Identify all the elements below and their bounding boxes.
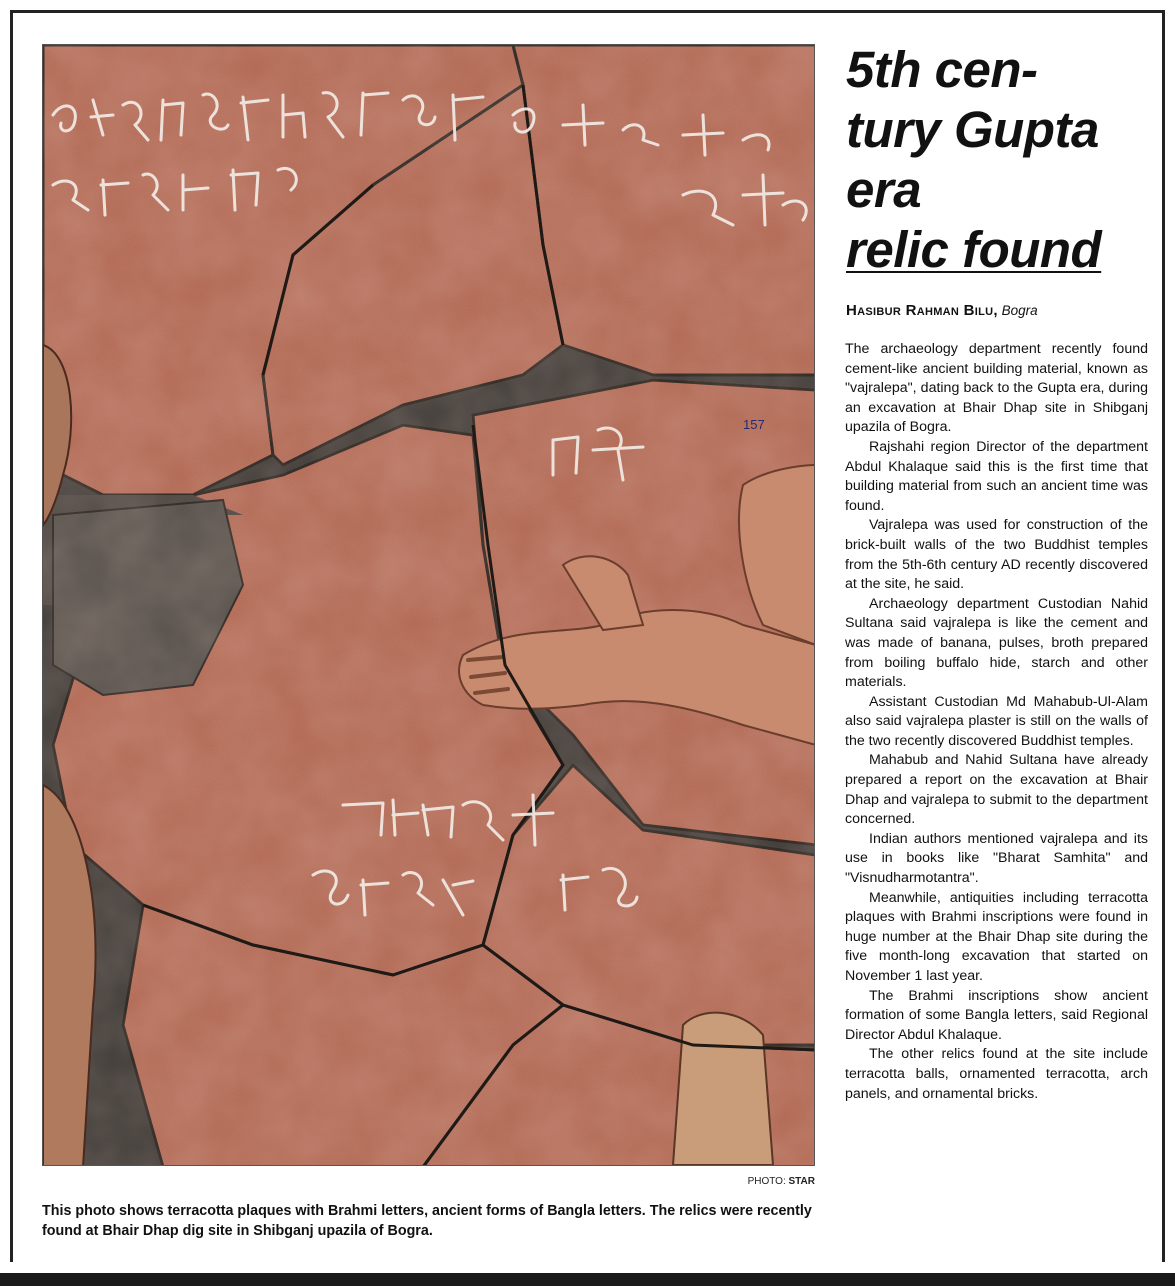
paragraph: Rajshahi region Director of the department Abdul Khalaque said this is the first time that building material from such an ancient time was found. [845, 438, 1148, 514]
article-body [845, 340, 1148, 1104]
headline-line-3: era [846, 161, 922, 218]
byline-author: Hasibur Rahman Bilu, [846, 302, 998, 319]
bottom-rule [0, 1273, 1175, 1286]
headline-line-1: 5th cen- [846, 41, 1038, 98]
paragraph: Archaeology department Custodian Nahid Sultana said vajralepa is like the cement and was made of banana, pulses, broth prepared from boiling buffalo hide, starch and other materials. [845, 595, 1148, 691]
photo-caption: This photo shows terracotta plaques with Brahmi letters, ancient forms of Bangla letters. The relics were recently found at Bhair Dhap dig site in Shibganj upazila of Bogra. [42, 1203, 812, 1239]
paragraph: The archaeology department recently found cement-like ancient building material, known as "vajralepa", dating back to the Gupta era, during an excavation at Bhair Dhap site in Shibganj upazila of Bogra. [845, 341, 1148, 436]
headline-line-4: relic found [846, 221, 1102, 278]
paragraph: Assistant Custodian Md Mahabub-Ul-Alam also said vajralepa plaster is still on the walls of the two recently discovered Buddhist temples. [845, 693, 1148, 749]
paragraph: Meanwhile, antiquities including terracotta plaques with Brahmi inscriptions were found in huge number at the Bhair Dhap site during the five month-long excavation that started on November 1 last year. [845, 889, 1148, 984]
photo-credit [700, 1176, 815, 1187]
byline [846, 302, 1151, 319]
byline-place: Bogra [1001, 303, 1038, 318]
photo-credit-source: STAR [788, 1176, 815, 1187]
terracotta-photo [42, 44, 815, 1166]
paragraph: The other relics found at the site include terracotta balls, ornamented terracotta, arch panels, and ornamental bricks. [845, 1046, 1148, 1102]
headline [846, 40, 1156, 280]
paragraph: The Brahmi inscriptions show ancient formation of some Bangla letters, said Regional Director Abdul Khalaque. [845, 987, 1148, 1043]
paragraph: Vajralepa was used for construction of the brick-built walls of the two Buddhist temples from the 5th-6th century AD recently discovered at the site, he said. [845, 517, 1148, 593]
headline-line-2: tury Gupta [846, 101, 1099, 158]
paragraph: Indian authors mentioned vajralepa and its use in books like "Bharat Samhita" and "Visnudharmotantra". [845, 830, 1148, 887]
plaque-number: 157 [743, 417, 765, 432]
paragraph: Mahabub and Nahid Sultana have already prepared a report on the excavation at Bhair Dhap and vajralepa to submit to the department concerned. [845, 752, 1148, 828]
photo-credit-prefix: PHOTO: [747, 1176, 789, 1187]
